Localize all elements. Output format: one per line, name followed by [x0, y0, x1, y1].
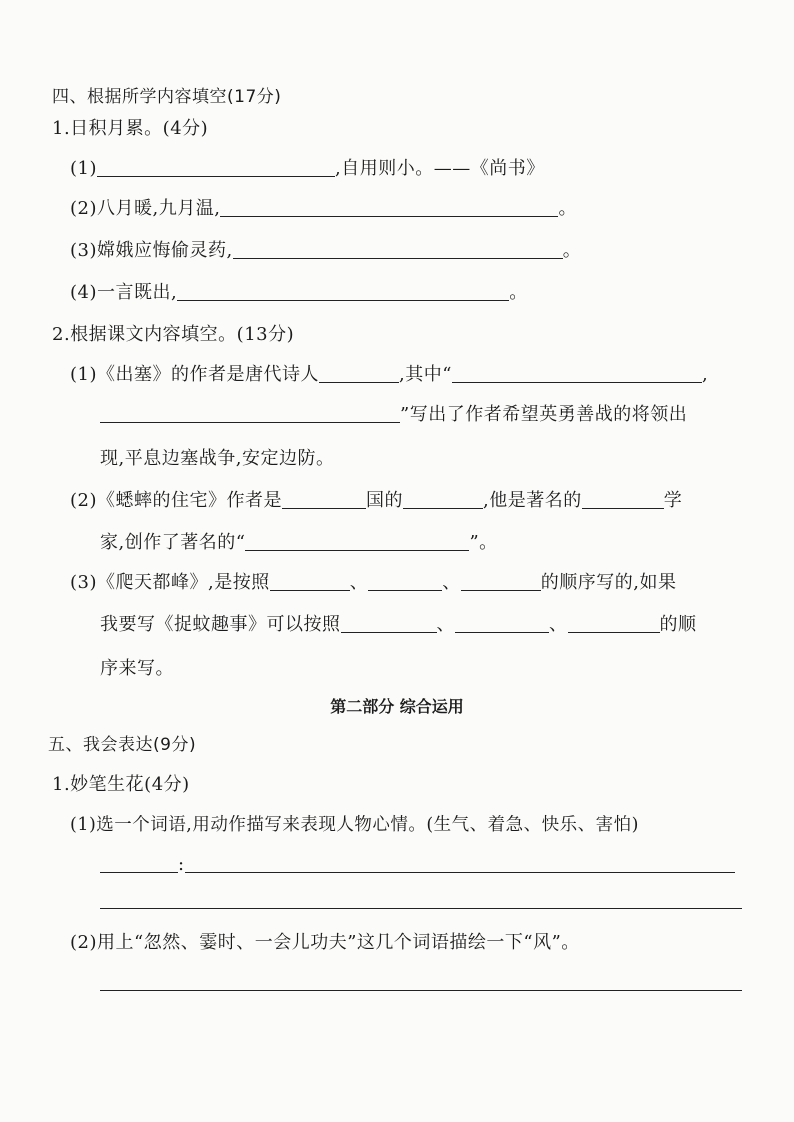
answer-blank[interactable] [97, 156, 335, 177]
q2-item-3-text-d: 的顺 [659, 614, 697, 635]
q1-item-3 [70, 238, 581, 264]
q1-item-1-after: ,自用则小。——《尚书》 [335, 158, 545, 179]
q2-item-1-line-3: 现,平息边塞战争,安定边防。 [100, 448, 335, 469]
s5-sub-1: (1)选一个词语,用动作描写来表现人物心情。(生气、着急、快乐、害怕) [70, 815, 640, 835]
q1-item-2-after: 。 [558, 198, 577, 219]
answer-blank[interactable] [452, 362, 702, 383]
q2-item-2-line-2 [100, 530, 498, 556]
section-4-title: 四、根据所学内容填空(17分) [52, 87, 282, 107]
answer-blank[interactable] [220, 196, 558, 217]
answer-blank[interactable] [233, 238, 563, 259]
q2-item-3-line-1 [70, 570, 676, 596]
q1-item-4-prefix: (4)一言既出, [70, 282, 178, 303]
answer-blank[interactable] [582, 488, 664, 509]
q1-item-2 [70, 196, 577, 222]
answer-blank[interactable] [282, 488, 366, 509]
q2-item-1-text-a: (1)《出塞》的作者是唐代诗人 [70, 364, 319, 385]
q2-item-1-line-2 [100, 402, 687, 428]
q2-item-1-text-d: ”写出了作者希望英勇善战的将领出 [400, 404, 688, 425]
q2-item-1-text-c: , [701, 364, 709, 385]
separator: 、 [349, 572, 369, 593]
q2-item-2-text-d: 学 [663, 490, 683, 511]
q2-item-3-text-a: (3)《爬天都峰》,是按照 [70, 572, 270, 593]
q2-item-1-text-b: ,其中“ [399, 364, 452, 385]
q2-item-2-text-e: 家,创作了著名的“ [100, 532, 246, 553]
q2-item-2-text-c: ,他是著名的 [483, 490, 582, 511]
q1-item-3-prefix: (3)嫦娥应悔偷灵药, [70, 240, 233, 261]
q2-item-3-text-b: 的顺序写的,如果 [540, 572, 677, 593]
q2-item-3-text-c: 我要写《捉蚊趣事》可以按照 [100, 614, 341, 635]
separator: 、 [549, 614, 568, 635]
answer-blank[interactable] [455, 612, 549, 633]
q1-item-4-after: 。 [509, 282, 528, 303]
answer-blank[interactable] [341, 612, 437, 633]
q1-item-1 [70, 156, 545, 182]
answer-blank[interactable] [245, 530, 469, 551]
q2-item-1-line-1 [70, 362, 708, 388]
q2-title: 2.根据课文内容填空。(13分) [52, 324, 295, 345]
answer-blank[interactable] [403, 488, 483, 509]
q2-item-2-text-f: ”。 [469, 532, 498, 553]
q2-item-2-text-a: (2)《蟋蟀的住宅》作者是 [70, 490, 282, 511]
q2-item-3-line-3: 序来写。 [100, 658, 174, 679]
colon: : [178, 854, 185, 875]
section-5-title: 五、我会表达(9分) [48, 735, 197, 755]
answer-line[interactable] [100, 908, 742, 909]
separator: 、 [436, 614, 455, 635]
q2-item-2-text-b: 国的 [366, 490, 403, 511]
part-2-title: 第二部分 综合运用 [330, 697, 464, 716]
answer-blank[interactable] [568, 612, 660, 633]
s5-sub-1-answer-line-1 [100, 852, 735, 878]
separator: 、 [442, 572, 461, 593]
s5-sub-2: (2)用上“忽然、霎时、一会儿功夫”这几个词语描绘一下“风”。 [70, 932, 580, 953]
answer-blank[interactable] [319, 362, 399, 383]
q1-item-3-after: 。 [562, 240, 582, 261]
answer-blank[interactable] [185, 852, 735, 873]
answer-blank[interactable] [270, 570, 350, 591]
answer-blank[interactable] [100, 402, 400, 423]
q2-item-3-line-2 [100, 612, 697, 638]
q2-item-2-line-1 [70, 488, 682, 514]
q1-item-2-prefix: (2)八月暖,九月温, [70, 198, 221, 219]
answer-blank[interactable] [100, 852, 178, 873]
s5-q1-title: 1.妙笔生花(4分) [52, 774, 190, 795]
q1-item-1-prefix: (1) [70, 158, 97, 179]
answer-blank[interactable] [461, 570, 541, 591]
answer-line[interactable] [100, 990, 742, 991]
answer-blank[interactable] [368, 570, 442, 591]
answer-blank[interactable] [177, 280, 509, 301]
q1-item-4 [70, 280, 528, 306]
q1-title: 1.日积月累。(4分) [52, 118, 209, 139]
